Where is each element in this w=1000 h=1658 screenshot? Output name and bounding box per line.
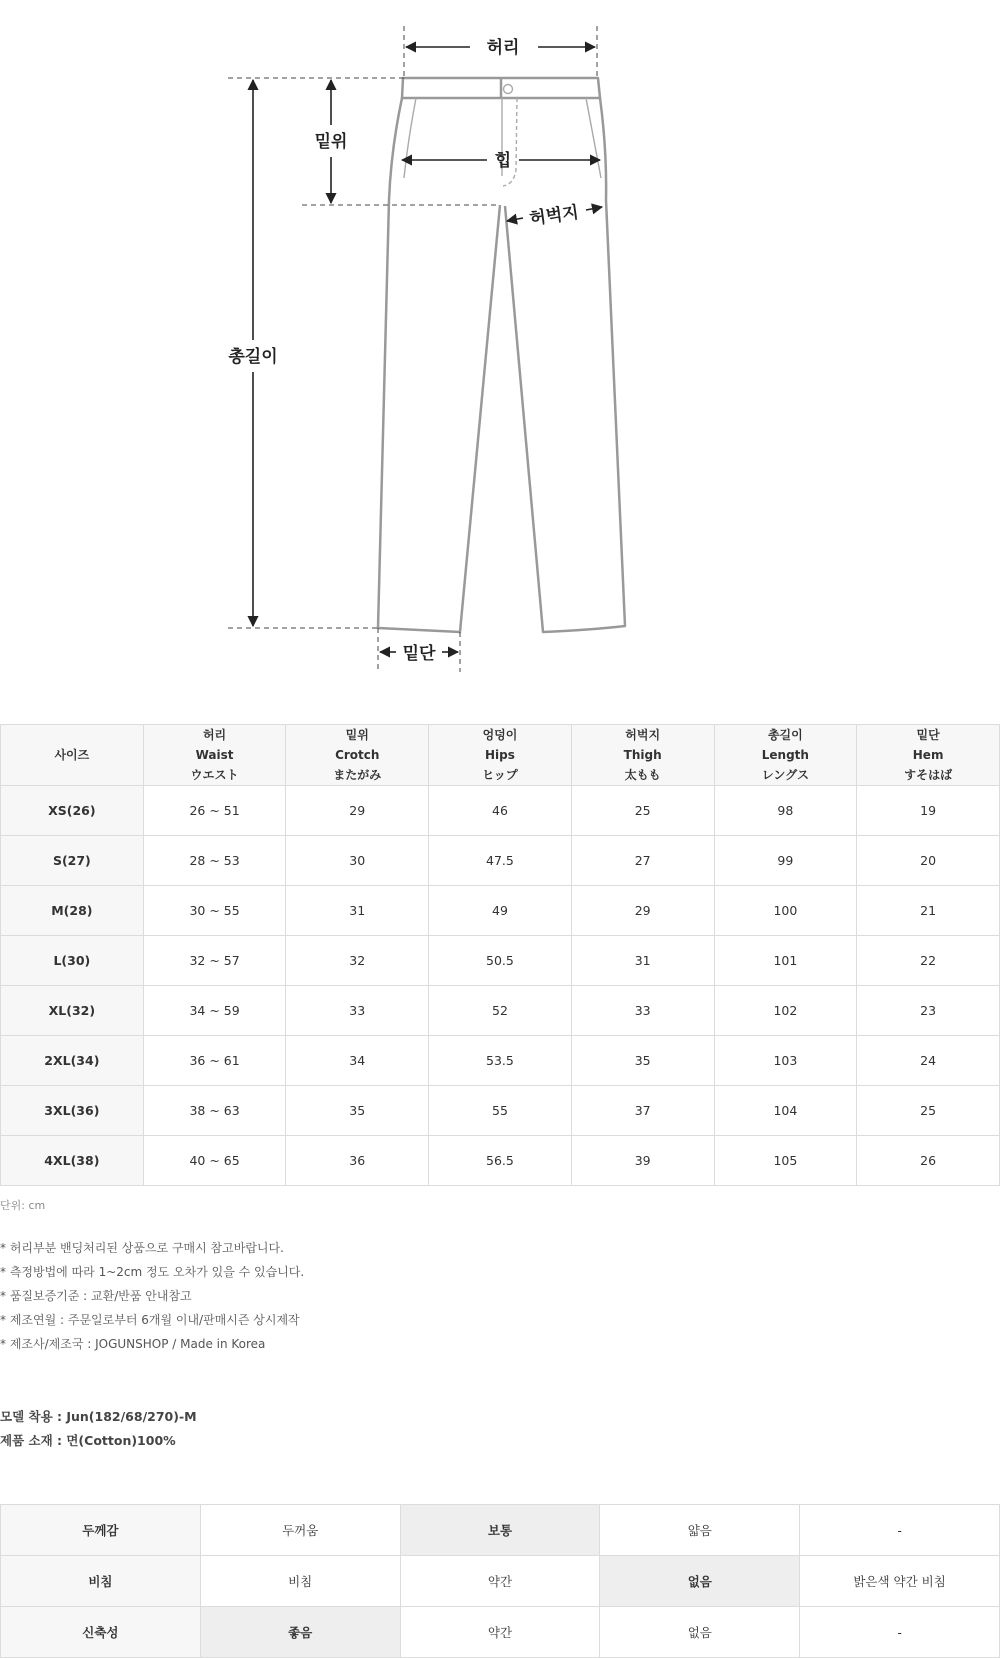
size-table bbox=[0, 724, 1000, 1186]
notes-list bbox=[0, 1236, 304, 1356]
cell-hips: 55 bbox=[429, 1086, 572, 1136]
unit-note: 단위: cm bbox=[0, 1199, 46, 1212]
cell-length: 98 bbox=[714, 786, 857, 836]
model-info: 모델 착용 : Jun(182/68/270)-M bbox=[0, 1409, 197, 1424]
header-waist: 허리 Waist ウエスト bbox=[143, 725, 286, 786]
fabric-option: 비침 bbox=[200, 1556, 400, 1607]
cell-waist: 36 ~ 61 bbox=[143, 1036, 286, 1086]
fabric-option: - bbox=[800, 1505, 1000, 1556]
fabric-option-selected: 보통 bbox=[400, 1505, 600, 1556]
header-hem: 밑단 Hem すそはば bbox=[857, 725, 1000, 786]
cell-hips: 56.5 bbox=[429, 1136, 572, 1186]
cell-length: 104 bbox=[714, 1086, 857, 1136]
cell-crotch: 29 bbox=[286, 786, 429, 836]
cell-waist: 38 ~ 63 bbox=[143, 1086, 286, 1136]
hem-label: 밑단 bbox=[402, 644, 436, 664]
material-info: 제품 소재 : 면(Cotton)100% bbox=[0, 1433, 176, 1448]
cell-hips: 50.5 bbox=[429, 936, 572, 986]
cell-hem: 24 bbox=[857, 1036, 1000, 1086]
cell-crotch: 32 bbox=[286, 936, 429, 986]
header-thigh: 허벅지 Thigh 太もも bbox=[571, 725, 714, 786]
cell-length: 105 bbox=[714, 1136, 857, 1186]
crotch-label: 밑위 bbox=[314, 132, 348, 152]
cell-hips: 47.5 bbox=[429, 836, 572, 886]
header-crotch: 밑위 Crotch またがみ bbox=[286, 725, 429, 786]
cell-thigh: 27 bbox=[571, 836, 714, 886]
product-info bbox=[0, 1405, 197, 1453]
fabric-attribute: 두께감 bbox=[1, 1505, 201, 1556]
note-item: * 허리부분 밴딩처리된 상품으로 구매시 참고바랍니다. bbox=[0, 1241, 284, 1255]
table-row bbox=[1, 786, 1000, 836]
cell-thigh: 39 bbox=[571, 1136, 714, 1186]
cell-size: M(28) bbox=[1, 886, 144, 936]
cell-crotch: 30 bbox=[286, 836, 429, 886]
cell-hips: 46 bbox=[429, 786, 572, 836]
fabric-attribute: 신축성 bbox=[1, 1607, 201, 1658]
cell-length: 99 bbox=[714, 836, 857, 886]
cell-length: 103 bbox=[714, 1036, 857, 1086]
thigh-arrow-left bbox=[507, 218, 523, 221]
reference-lines bbox=[228, 26, 597, 672]
cell-hips: 49 bbox=[429, 886, 572, 936]
cell-hips: 53.5 bbox=[429, 1036, 572, 1086]
cell-hem: 26 bbox=[857, 1136, 1000, 1186]
hip-label: 힙 bbox=[494, 151, 512, 171]
cell-hips: 52 bbox=[429, 986, 572, 1036]
cell-length: 100 bbox=[714, 886, 857, 936]
table-row bbox=[1, 1036, 1000, 1086]
cell-hem: 20 bbox=[857, 836, 1000, 886]
cell-hem: 25 bbox=[857, 1086, 1000, 1136]
cell-length: 101 bbox=[714, 936, 857, 986]
length-label: 총길이 bbox=[228, 347, 278, 367]
table-row bbox=[1, 886, 1000, 936]
cell-hem: 19 bbox=[857, 786, 1000, 836]
cell-thigh: 35 bbox=[571, 1036, 714, 1086]
fabric-option: 밝은색 약간 비침 bbox=[800, 1556, 1000, 1607]
table-row bbox=[1, 986, 1000, 1036]
cell-crotch: 34 bbox=[286, 1036, 429, 1086]
cell-crotch: 35 bbox=[286, 1086, 429, 1136]
cell-thigh: 31 bbox=[571, 936, 714, 986]
cell-thigh: 25 bbox=[571, 786, 714, 836]
fabric-option: 없음 bbox=[600, 1607, 800, 1658]
fabric-row bbox=[1, 1556, 1000, 1607]
header-hips: 엉덩이 Hips ヒップ bbox=[429, 725, 572, 786]
fabric-attribute: 비침 bbox=[1, 1556, 201, 1607]
fabric-option: 두꺼움 bbox=[200, 1505, 400, 1556]
table-row bbox=[1, 1086, 1000, 1136]
fabric-option: - bbox=[800, 1607, 1000, 1658]
fabric-option: 약간 bbox=[400, 1556, 600, 1607]
fabric-row bbox=[1, 1505, 1000, 1556]
note-item: * 제조연월 : 주문일로부터 6개월 이내/판매시즌 상시제작 bbox=[0, 1313, 300, 1327]
cell-size: XL(32) bbox=[1, 986, 144, 1036]
cell-hem: 23 bbox=[857, 986, 1000, 1036]
fabric-row bbox=[1, 1607, 1000, 1658]
cell-waist: 28 ~ 53 bbox=[143, 836, 286, 886]
cell-waist: 26 ~ 51 bbox=[143, 786, 286, 836]
note-item: * 품질보증기준 : 교환/반품 안내참고 bbox=[0, 1289, 192, 1303]
cell-size: L(30) bbox=[1, 936, 144, 986]
fabric-option-selected: 좋음 bbox=[200, 1607, 400, 1658]
cell-size: XS(26) bbox=[1, 786, 144, 836]
cell-crotch: 36 bbox=[286, 1136, 429, 1186]
table-row bbox=[1, 836, 1000, 886]
cell-thigh: 33 bbox=[571, 986, 714, 1036]
cell-crotch: 33 bbox=[286, 986, 429, 1036]
cell-waist: 40 ~ 65 bbox=[143, 1136, 286, 1186]
cell-waist: 30 ~ 55 bbox=[143, 886, 286, 936]
fabric-option: 얇음 bbox=[600, 1505, 800, 1556]
waist-label: 허리 bbox=[486, 38, 520, 58]
cell-size: 3XL(36) bbox=[1, 1086, 144, 1136]
cell-hem: 22 bbox=[857, 936, 1000, 986]
cell-thigh: 37 bbox=[571, 1086, 714, 1136]
note-item: * 제조사/제조국 : JOGUNSHOP / Made in Korea bbox=[0, 1337, 266, 1351]
table-row bbox=[1, 936, 1000, 986]
header-length: 총길이 Length レングス bbox=[714, 725, 857, 786]
cell-crotch: 31 bbox=[286, 886, 429, 936]
cell-length: 102 bbox=[714, 986, 857, 1036]
fabric-option-selected: 없음 bbox=[600, 1556, 800, 1607]
cell-hem: 21 bbox=[857, 886, 1000, 936]
cell-thigh: 29 bbox=[571, 886, 714, 936]
cell-size: 2XL(34) bbox=[1, 1036, 144, 1086]
cell-size: S(27) bbox=[1, 836, 144, 886]
cell-size: 4XL(38) bbox=[1, 1136, 144, 1186]
fabric-table bbox=[0, 1504, 1000, 1658]
measurement-arrows bbox=[253, 47, 602, 652]
note-item: * 측정방법에 따라 1~2cm 정도 오차가 있을 수 있습니다. bbox=[0, 1265, 305, 1279]
cell-waist: 32 ~ 57 bbox=[143, 936, 286, 986]
thigh-label: 허벅지 bbox=[528, 202, 580, 230]
pants-measurement-diagram bbox=[0, 0, 1000, 690]
table-row bbox=[1, 1136, 1000, 1186]
thigh-arrow-right bbox=[586, 207, 602, 210]
cell-waist: 34 ~ 59 bbox=[143, 986, 286, 1036]
size-table-header-row bbox=[1, 725, 1000, 786]
header-size: 사이즈 bbox=[1, 725, 144, 786]
fabric-option: 약간 bbox=[400, 1607, 600, 1658]
